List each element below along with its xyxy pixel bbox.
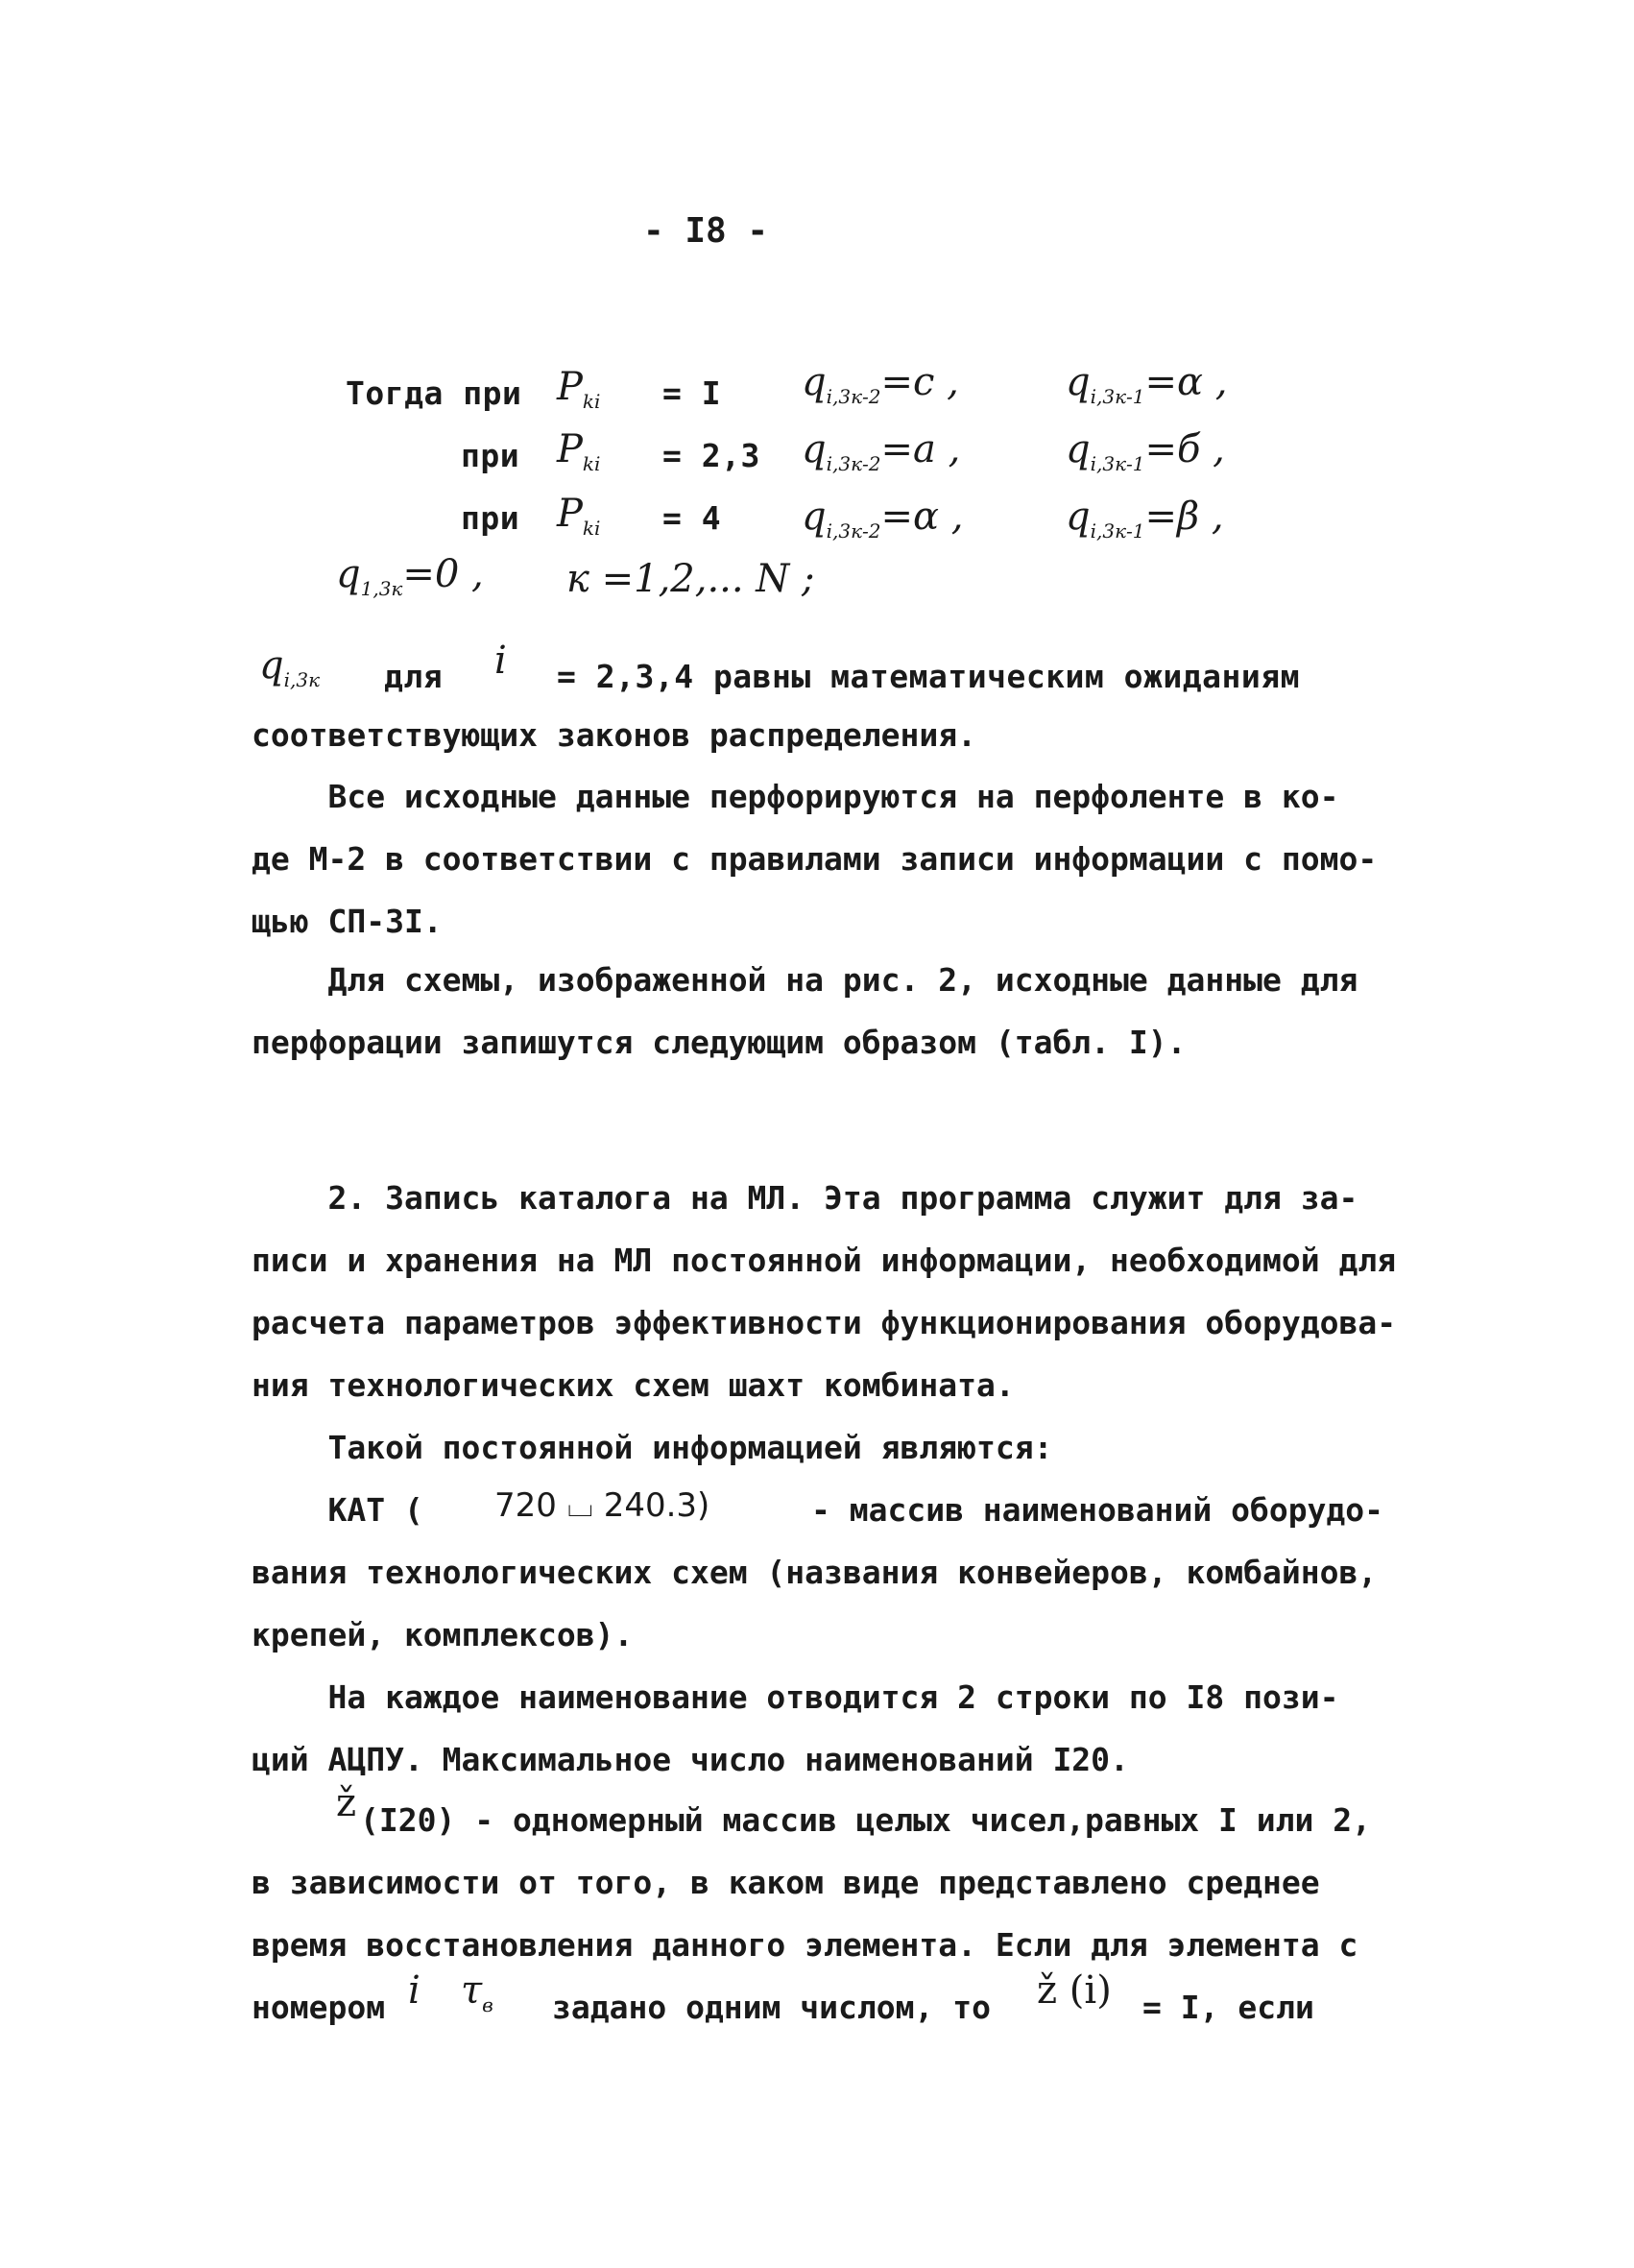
paragraph-3: Для схемы, изображенной на рис. 2, исходные данные для перфорации запишутся следующим образом (табл. I). xyxy=(252,961,1358,1061)
formula-line1-q1: $q_{i,3к-2}=c$ , xyxy=(802,360,959,408)
formula-line2-q2: $q_{i,3к-1}=б$ , xyxy=(1066,427,1225,475)
formula-line2-eq: = 2,3 xyxy=(662,437,760,474)
paragraph-8-z: ž xyxy=(336,1781,357,1825)
formula-line5-i: i xyxy=(494,639,507,683)
paragraph-6-kat-suffix: - массив наименований оборудо- xyxy=(811,1491,1384,1529)
paragraph-8-last-mid: задано одним числом, то xyxy=(552,1989,991,2026)
paragraph-6-rest: вания технологических схем (названия конвейеров, комбайнов, крепей, комплексов). xyxy=(252,1554,1378,1653)
formula-line3-eq: = 4 xyxy=(662,499,722,537)
formula-line1-prefix: Тогда при xyxy=(346,374,522,412)
paragraph-8-last-tau: $\tau_в$ xyxy=(461,1968,493,2016)
formula-line4-k: к =1,2,... N ; xyxy=(566,557,815,601)
paragraph-8-rest: в зависимости от того, в каком виде представлено среднее время восстановления данного элемента. Если для элемента с xyxy=(252,1864,1358,1964)
formula-line2-prefix: при xyxy=(461,437,520,474)
paragraph-6-kat-hw: 720 ⌴ 240.3) xyxy=(494,1486,710,1525)
formula-line4-q: $q_{1,3к}=0$ , xyxy=(336,552,484,600)
formula-line1-q2: $q_{i,3к-1}=\alpha$ , xyxy=(1066,360,1228,408)
formula-line2-p: $P_{ki}$ xyxy=(557,427,601,475)
formula-line3-q2: $q_{i,3к-1}=\beta$ , xyxy=(1066,495,1224,543)
formula-line1-eq: = I xyxy=(662,374,722,412)
formula-line5-dlya: для xyxy=(384,658,444,695)
paragraph-8-last-z: ž (i) xyxy=(1037,1968,1112,2013)
paragraph-8-last-i: i xyxy=(408,1968,421,2013)
formula-line2-q1: $q_{i,3к-2}=a$ , xyxy=(802,427,961,475)
formula-line3-p: $P_{ki}$ xyxy=(557,492,601,540)
paragraph-1-line2: соответствующих законов распределения. xyxy=(252,716,976,754)
paragraph-8-last-end: = I, если xyxy=(1142,1989,1314,2026)
paragraph-4: 2. Запись каталога на МЛ. Эта программа служит для за- писи и хранения на МЛ постоянной информации, необходимой для расчета параметров эффективности функционирования оборудова- ния технологических схем шахт комбината. xyxy=(252,1179,1397,1404)
paragraph-8-line1: (I20) - одномерный массив целых чисел,равных I или 2, xyxy=(360,1801,1371,1839)
formula-line5-q: $q_{i,3к}$ xyxy=(259,643,321,691)
formula-line1-p: $P_{ki}$ xyxy=(557,365,601,413)
formula-line3-q1: $q_{i,3к-2}=\alpha$ , xyxy=(802,495,964,543)
paragraph-8-last-prefix: номером xyxy=(252,1989,386,2026)
paragraph-2: Все исходные данные перфорируются на перфоленте в ко- де М-2 в соответствии с правилами записи информации с помо- щью СП-3I. xyxy=(252,778,1378,940)
page-number: - I8 - xyxy=(643,211,769,251)
formula-line5-rest: = 2,3,4 равны математическим ожиданиям xyxy=(557,658,1300,695)
paragraph-6-kat-prefix: КАТ ( xyxy=(252,1491,423,1529)
paragraph-5: Такой постоянной информацией являются: xyxy=(252,1429,1053,1466)
paragraph-7: На каждое наименование отводится 2 строки по I8 пози- ций АЦПУ. Максимальное число наименований I20. xyxy=(252,1678,1339,1778)
formula-line3-prefix: при xyxy=(461,499,520,537)
